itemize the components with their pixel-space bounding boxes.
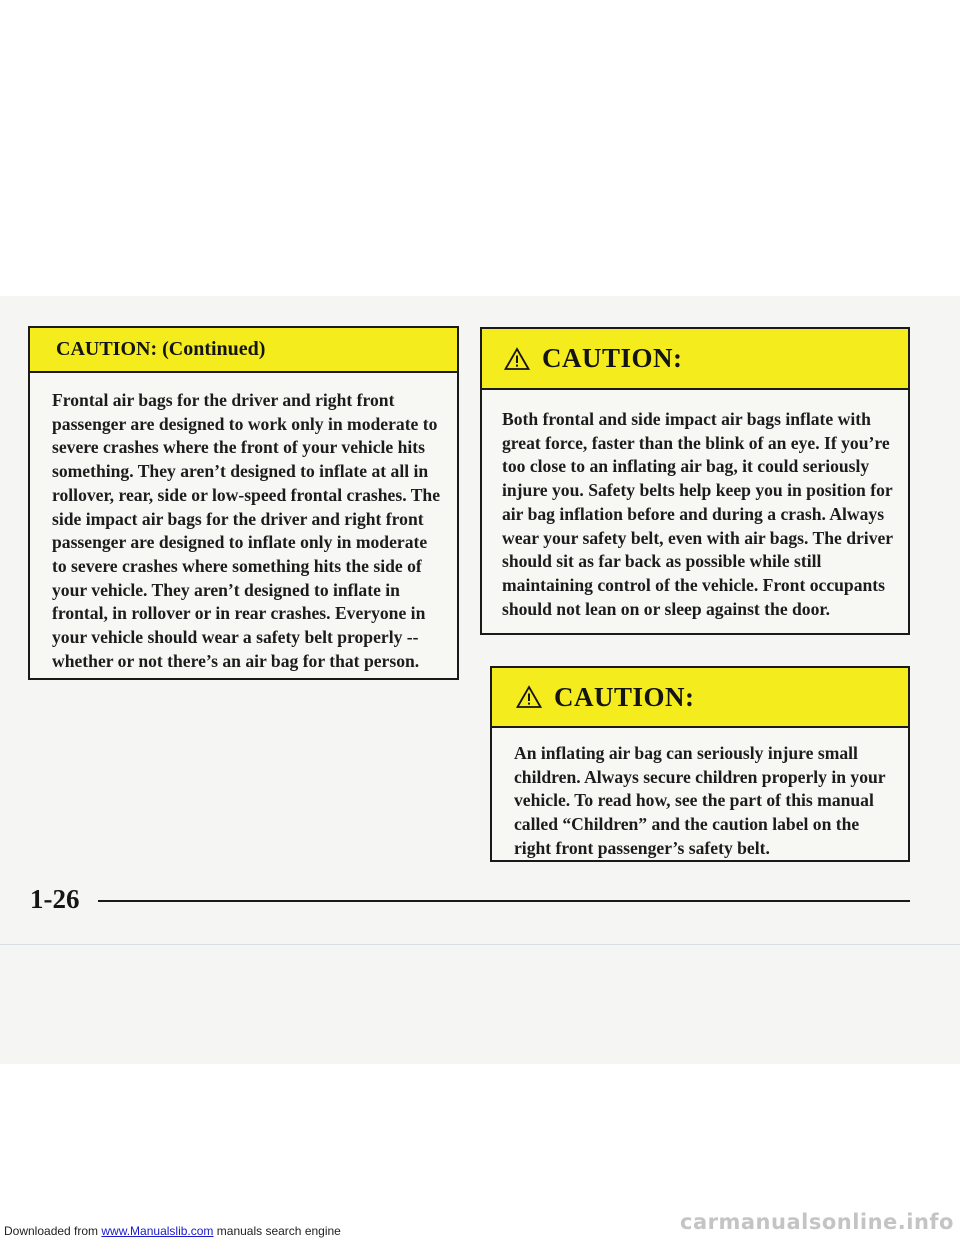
caution-header (492, 668, 908, 728)
warning-triangle-icon (504, 347, 530, 371)
watermark: carmanualsonline.info (680, 1210, 954, 1234)
scan-line (0, 944, 960, 945)
caution-box-children (490, 666, 910, 862)
caution-header (30, 328, 457, 373)
caution-box-continued (28, 326, 459, 680)
caution-title: CAUTION: (554, 681, 695, 712)
caution-text: Both frontal and side impact air bags inflate with great force, faster than the blink of an eye. If you’re too close to an inflating air bag, it could seriously injure you. Safety belts help keep you in position for air bag inflation before and during a crash. Always wear your safety belt, even with air bags. The driver should sit as far back as possible while still maintaining control of the vehicle. Front occupants should not lean on or sleep against the door. (502, 409, 893, 619)
warning-triangle-icon (516, 685, 542, 709)
manualslib-link[interactable]: www.Manualslib.com (101, 1224, 214, 1238)
caution-header (482, 329, 908, 390)
footer-divider (98, 900, 910, 902)
caution-title: CAUTION: (Continued) (56, 338, 266, 360)
page-number: 1-26 (30, 884, 80, 914)
caution-box-air-bag-force (480, 327, 910, 635)
caution-text: Frontal air bags for the driver and right front passenger are designed to work only in moderate to severe crashes where the front of your vehicle hits something. They aren’t designed to inflate at all in rollover, rear, side or low-speed frontal crashes. The side impact air bags for the driver and right front passenger are designed to inflate only in moderate to severe crashes where something hits the side of your vehicle. They aren’t designed to inflate in frontal, in rollover or in rear crashes. Everyone in your vehicle should wear a safety belt properly -- whether or not there’s an air bag for that person. (52, 390, 441, 671)
download-note (4, 1224, 341, 1238)
caution-text: An inflating air bag can seriously injure small children. Always secure children properly in your vehicle. To read how, see the part of this manual called “Children” and the caution label on the right front passenger’s safety belt. (514, 743, 886, 858)
download-note-suffix: manuals search engine (213, 1224, 341, 1238)
download-note-prefix: Downloaded from (4, 1224, 102, 1238)
caution-title: CAUTION: (542, 343, 683, 373)
